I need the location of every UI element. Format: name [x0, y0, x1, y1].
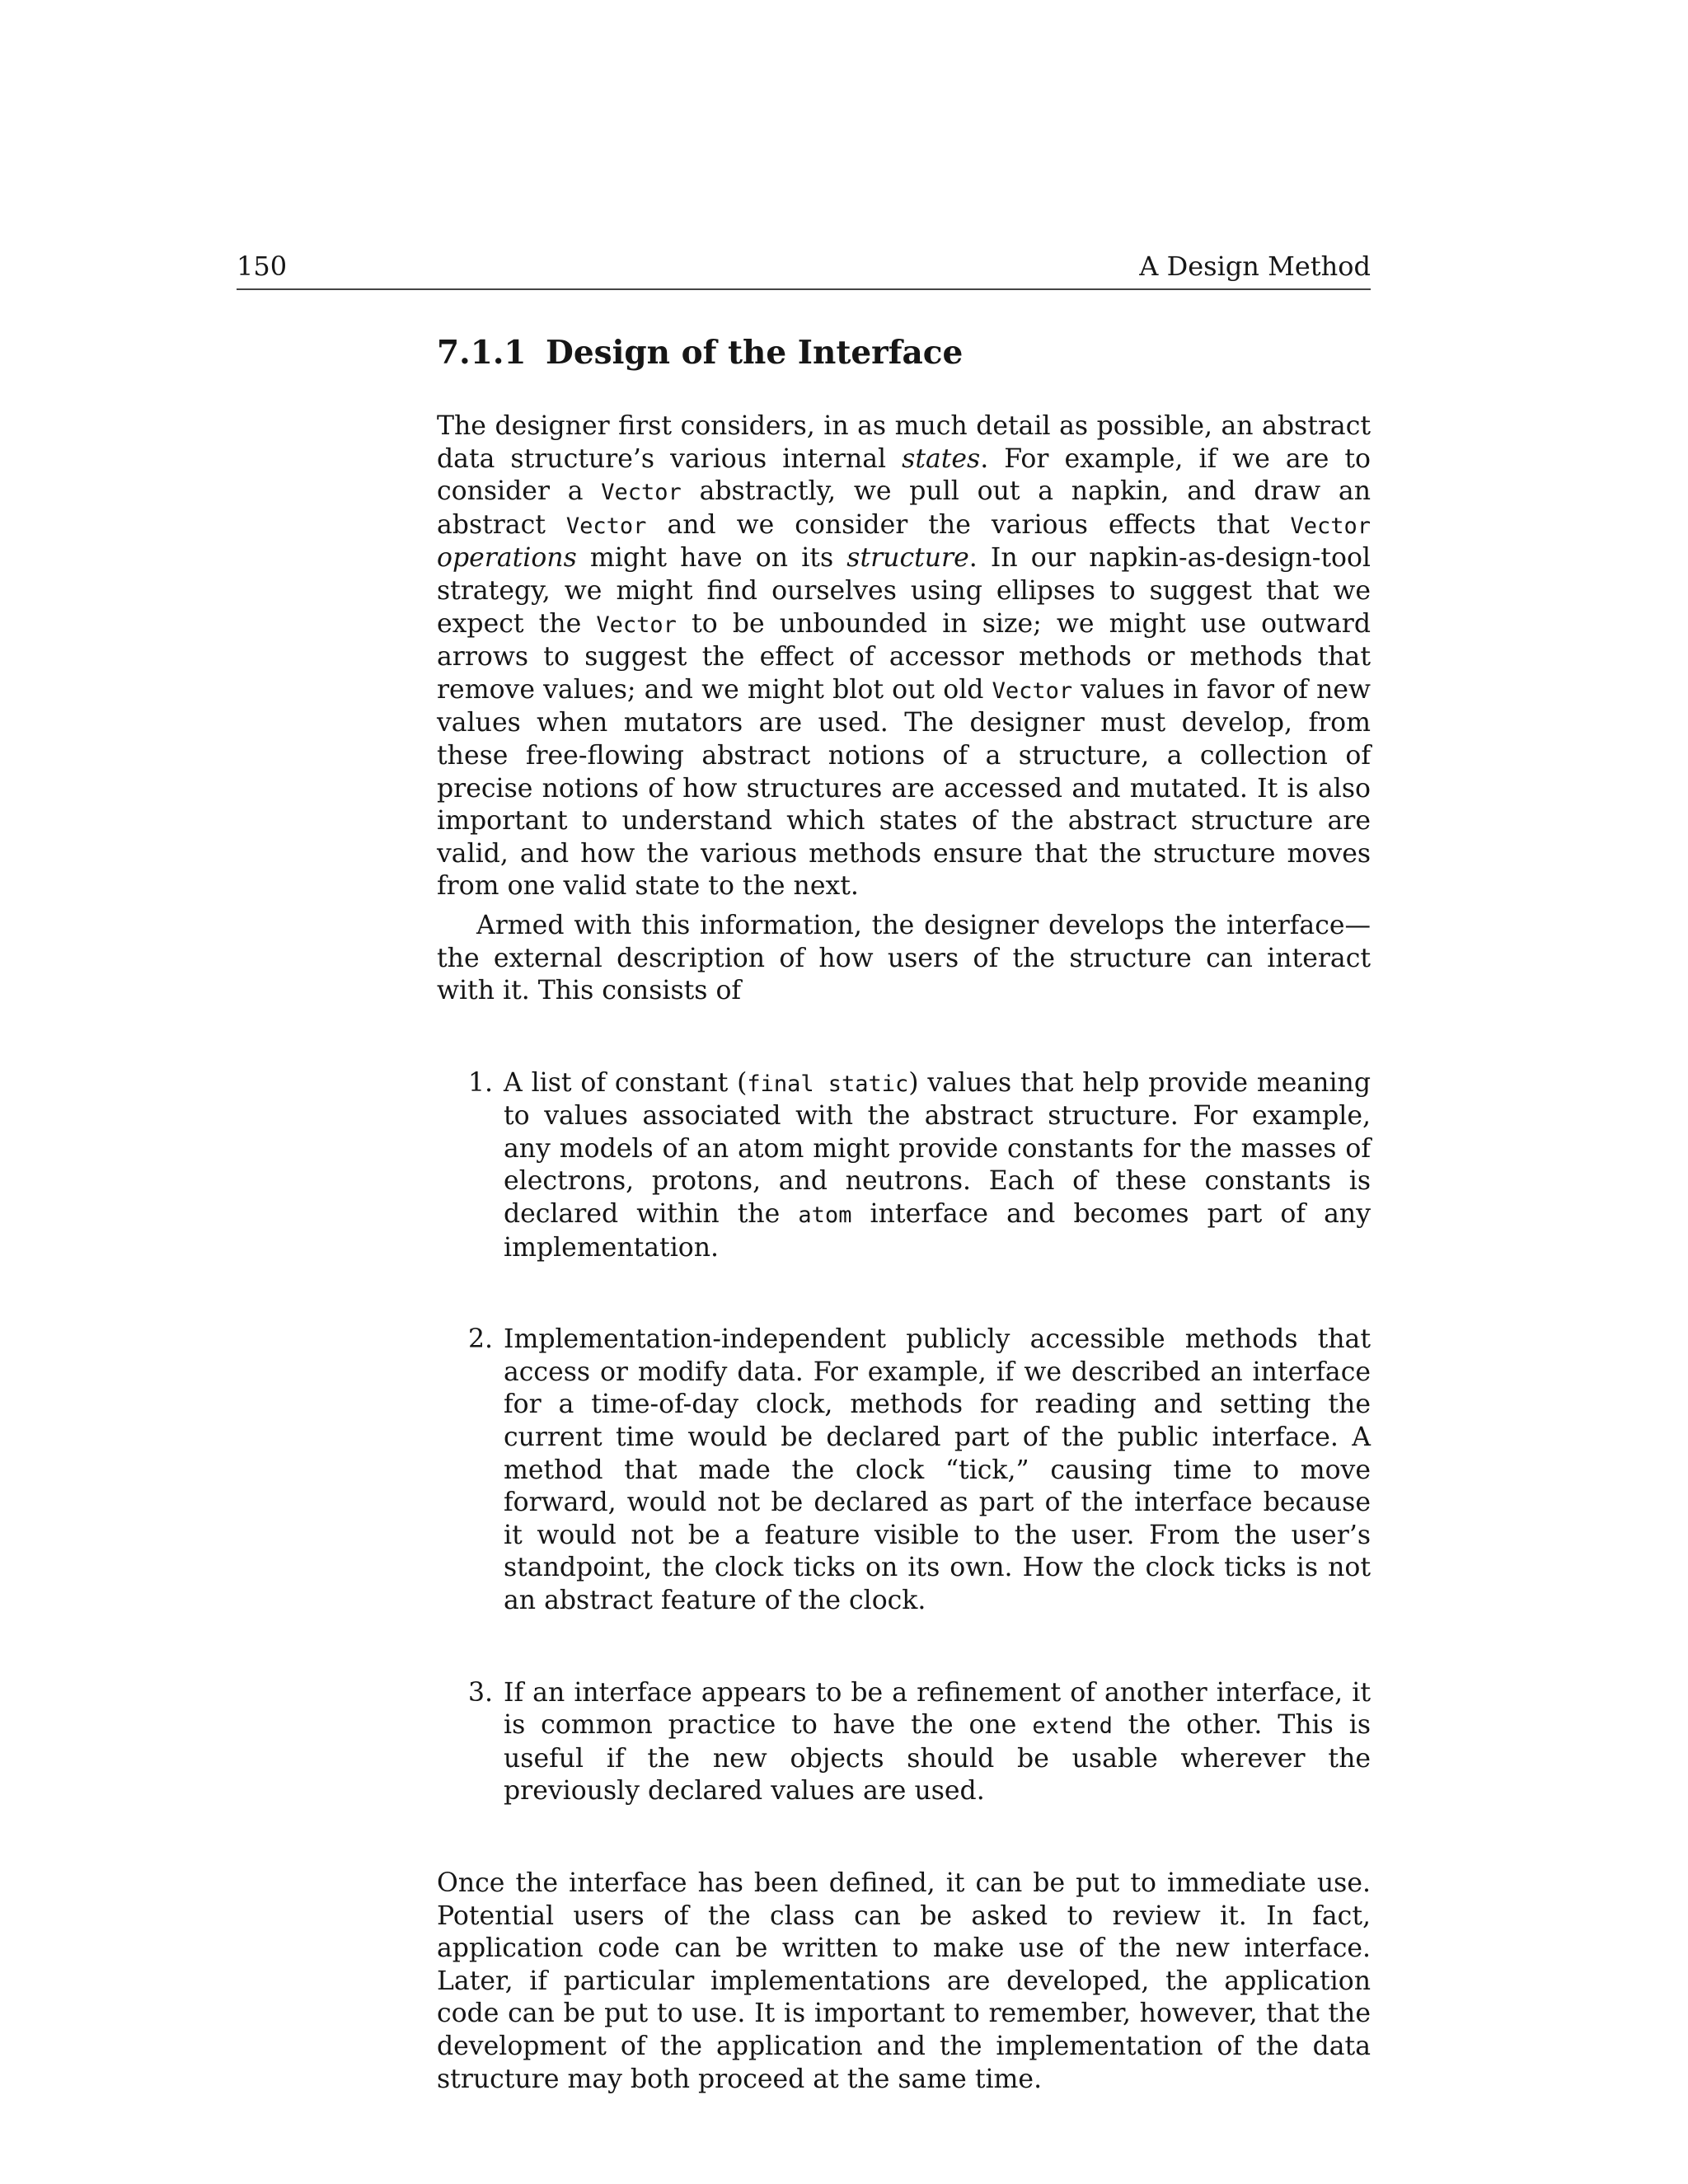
text-run: the other. This is useful if the new objects should be usable wherever the previously declared values are used.: [504, 1710, 1371, 1807]
emphasis-structure: structure: [846, 543, 969, 574]
text-run: to be unbounded in size; we might use outward arrows to suggest the effect of accessor methods or methods that remove values; and we might blot out old: [437, 608, 1371, 705]
text-run: . In our napkin-as-design-tool strategy, we might find ourselves using ellipses to suggest that we expect the: [437, 543, 1371, 639]
list-number: 3.: [468, 1677, 494, 1708]
emphasis-operations: operations: [437, 543, 577, 574]
text-run: If an interface appears to be a refinement of another interface, it is common practice to have the one: [504, 1677, 1371, 1741]
list-number: 1.: [468, 1067, 494, 1098]
code-atom: atom: [798, 1202, 852, 1229]
paragraph-intro: [437, 410, 1371, 903]
text-run: Implementation-independent publicly accessible methods that access or modify data. For example, if we described an interface for a time-of-day clock, methods for reading and setting the current time would be declared part of the public interface. A method that made the clock “tick,” causing time to move forward, would not be declared as part of the interface because it would not be a feature visible to the user. From the user’s standpoint, the clock ticks on its own. How the clock ticks is not an abstract feature of the clock.: [504, 1324, 1371, 1615]
page-number: 150: [237, 251, 288, 282]
code-vector: Vector: [565, 513, 647, 539]
running-title: A Design Method: [1139, 251, 1371, 282]
paragraph-interface: Armed with this information, the designer develops the interface—the external description of how users of the structure can interact with it. This consists of: [437, 910, 1371, 1006]
section-heading: [437, 328, 1371, 377]
paragraph-conclusion: Once the interface has been defined, it can be put to immediate use. Potential users of the class can be asked to review it. In fact, application code can be written to make use of the new interface. Later, if particular implementations are developed, the application code can be put to use. It is important to remember, however, that the development of the application and the implementation of the data structure may both proceed at the same time.: [437, 1868, 1371, 2094]
code-final-static: final static: [747, 1071, 909, 1097]
emphasis-states: states: [902, 443, 981, 474]
code-vector: Vector: [596, 612, 677, 638]
text-run: might have on its: [576, 543, 847, 574]
text-run: and we consider the various effects that: [646, 509, 1291, 540]
page-body: [437, 328, 1371, 2096]
interface-list: [437, 1067, 1371, 1808]
code-extend: extend: [1032, 1713, 1113, 1740]
list-item: [437, 1677, 1371, 1808]
text-run: ) values that help provide meaning to values associated with the abstract structure. For example, any models of an atom might provide constants for the masses of electrons, protons, and neutrons. Each of these constants is declared within the: [504, 1067, 1371, 1230]
code-vector: Vector: [992, 677, 1073, 704]
text-run: A list of constant (: [504, 1067, 748, 1098]
list-item: [437, 1324, 1371, 1617]
code-vector: Vector: [1290, 513, 1371, 539]
list-number: 2.: [468, 1324, 494, 1355]
section-number: 7.1.1: [437, 334, 527, 372]
text-run: The designer first considers, in as much detail as possible, an abstract data structure’s various internal: [437, 411, 1371, 474]
page-header: [237, 250, 1371, 290]
text-run: interface and becomes part of any implementation.: [504, 1199, 1371, 1263]
section-title: Design of the Interface: [546, 334, 964, 372]
text-run: values in favor of new values when mutators are used. The designer must develop, from these free-flowing abstract notions of a structure, a collection of precise notions of how structures are accessed and mutated. It is also important to understand which states of the abstract structure are valid, and how the various methods ensure that the structure moves from one valid state to the next.: [437, 674, 1371, 902]
text-run: . For example, if we are to consider a: [437, 443, 1372, 507]
text-run: abstractly, we pull out a napkin, and draw an abstract: [437, 476, 1372, 540]
code-vector: Vector: [601, 480, 682, 506]
list-item: [437, 1067, 1371, 1265]
